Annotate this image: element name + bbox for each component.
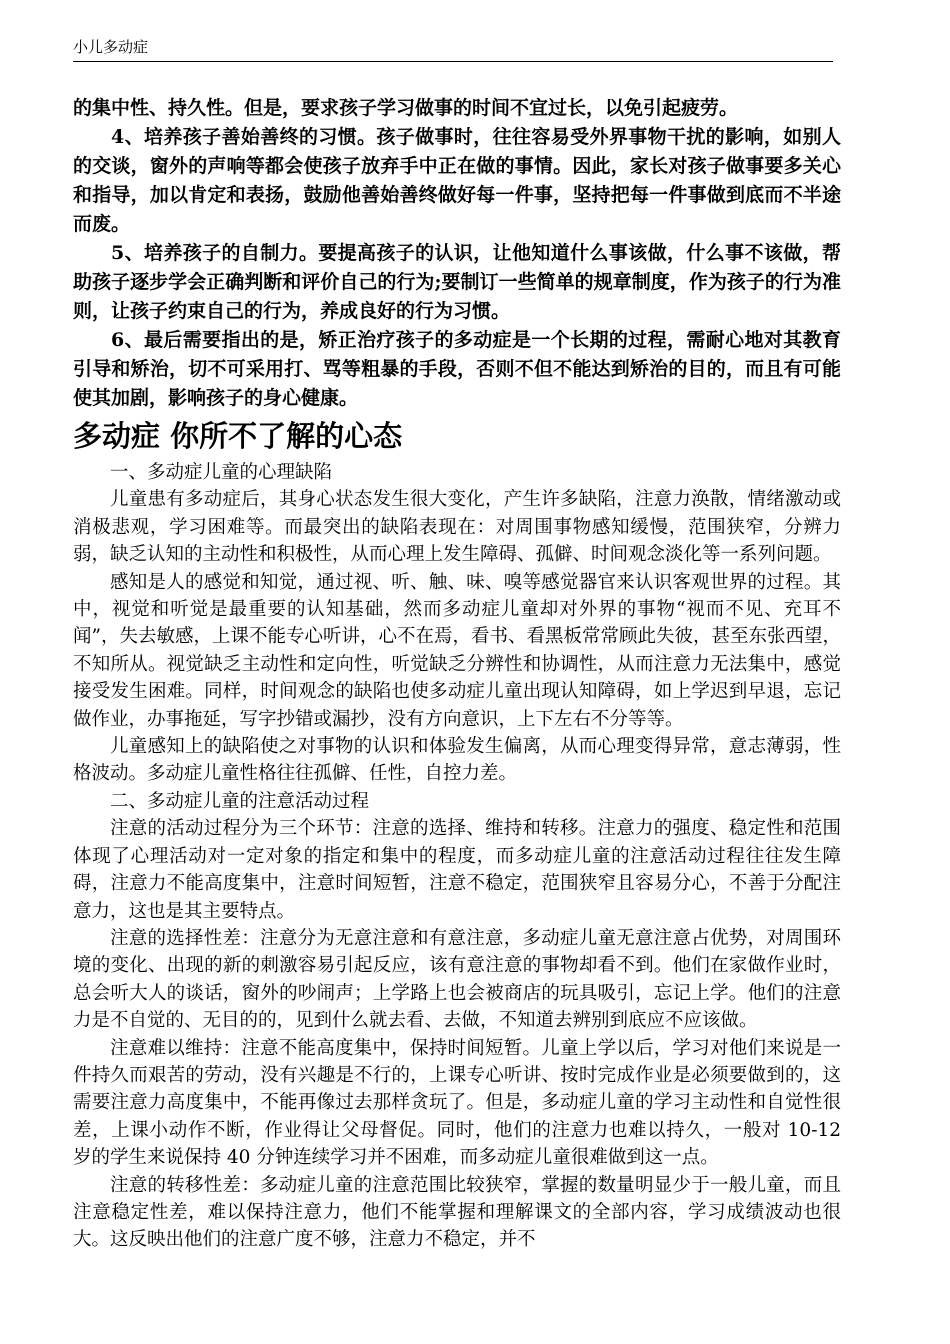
- paragraph: 儿童患有多动症后，其身心状态发生很大变化，产生许多缺陷，注意力涣散，情绪激动或消极悲观，学习困难等。而最突出的缺陷表现在：对周围事物感知缓慢，范围狭窄，分辨力弱，缺乏认知的主动性和积极性，从而心理上发生障碍、孤僻、时间观念淡化等一系列问题。: [73, 489, 841, 566]
- paragraph: 感知是人的感觉和知觉，通过视、听、触、味、嗅等感觉器官来认识客观世界的过程。其中，视觉和听觉是最重要的认知基础，然而多动症儿童却对外界的事物“视而不见、充耳不闻”，失去敏感，上课不能专心听讲，心不在焉，看书、看黑板常常顾此失彼，甚至东张西望，不知所从。视觉缺乏主动性和定向性，听觉缺乏分辨性和协调性，从而注意力无法集中，感觉接受发生困难。同样，时间观念的缺陷也使多动症儿童出现认知障碍，如上学迟到早退，忘记做作业，办事拖延，写字抄错或漏抄，没有方向意识，上下左右不分等等。: [73, 571, 841, 730]
- document-body: [73, 94, 841, 1254]
- subheading-attention-process: 二、多动症儿童的注意活动过程: [110, 790, 370, 812]
- page-header: 小儿多动症: [73, 36, 833, 62]
- paragraph: 儿童感知上的缺陷使之对事物的认识和体验发生偏离，从而心理变得异常，意志薄弱，性格波动。多动症儿童性格往往孤僻、任性，自控力差。: [73, 736, 841, 785]
- paragraph: 注意的活动过程分为三个环节：注意的选择、维持和转移。注意力的强度、稳定性和范围体现了心理活动对一定对象的指定和集中的程度，而多动症儿童的注意活动过程往往发生障碍，注意力不能高度集中，注意时间短暂，注意不稳定，范围狭窄且容易分心，不善于分配注意力，这也是其主要特点。: [73, 818, 841, 922]
- paragraph: 注意的选择性差：注意分为无意注意和有意注意，多动症儿童无意注意占优势，对周围环境的变化、出现的新的刺激容易引起反应，该有意注意的事物却看不到。他们在家做作业时，总会听大人的谈话，窗外的吵闹声；上学路上也会被商店的玩具吸引，忘记上学。他们的注意力是不自觉的、无目的的，见到什么就去看、去做，不知道去辨别到底应不应该做。: [73, 927, 841, 1032]
- paragraph-item-5: 5、培养孩子的自制力。要提高孩子的认识，让他知道什么事该做，什么事不该做，帮助孩子逐步学会正确判断和评价自己的行为;要制订一些简单的规章制度，作为孩子的行为准则，让孩子约束自己的行为，养成良好的行为习惯。: [73, 242, 841, 322]
- paragraph: 注意的转移性差：多动症儿童的注意范围比较狭窄，掌握的数量明显少于一般儿童，而且注意稳定性差，难以保持注意力，他们不能掌握和理解课文的全部内容，学习成绩波动也很大。这反映出他们的注意广度不够，注意力不稳定，并不: [73, 1174, 841, 1251]
- article-title: 多动症 你所不了解的心态: [73, 419, 403, 453]
- paragraph: 注意难以维持：注意不能高度集中，保持时间短暂。儿童上学以后，学习对他们来说是一件持久而艰苦的劳动，没有兴趣是不行的，上课专心听讲、按时完成作业是必须要做到的，这需要注意力高度集中，不能再像过去那样贪玩了。但是，多动症儿童的学习主动性和自觉性很差，上课小动作不断，作业得让父母督促。同时，他们的注意力也难以持久，一般对 10-12 岁的学生来说保持 40 分钟连续学习并不困难，而多动症儿童很难做到这一点。: [73, 1037, 841, 1169]
- subheading-psych-defects: 一、多动症儿童的心理缺陷: [110, 462, 333, 483]
- paragraph-item-6: 6、最后需要指出的是，矫正治疗孩子的多动症是一个长期的过程，需耐心地对其教育引导和矫治，切不可采用打、骂等粗暴的手段，否则不但不能达到矫治的目的，而且有可能使其加剧，影响孩子的身心健康。: [73, 329, 841, 409]
- article-body: [73, 459, 841, 1254]
- paragraph-item-4: 4、培养孩子善始善终的习惯。孩子做事时，往往容易受外界事物干扰的影响，如别人的交谈，窗外的声响等都会使孩子放弃手中正在做的事情。因此，家长对孩子做事要多关心和指导，加以肯定和表扬，鼓励他善始善终做好每一件事，坚持把每一件事做到底而不半途而废。: [73, 126, 841, 235]
- paragraph-continued: 的集中性、持久性。但是，要求孩子学习做事的时间不宜过长，以免引起疲劳。: [73, 97, 739, 119]
